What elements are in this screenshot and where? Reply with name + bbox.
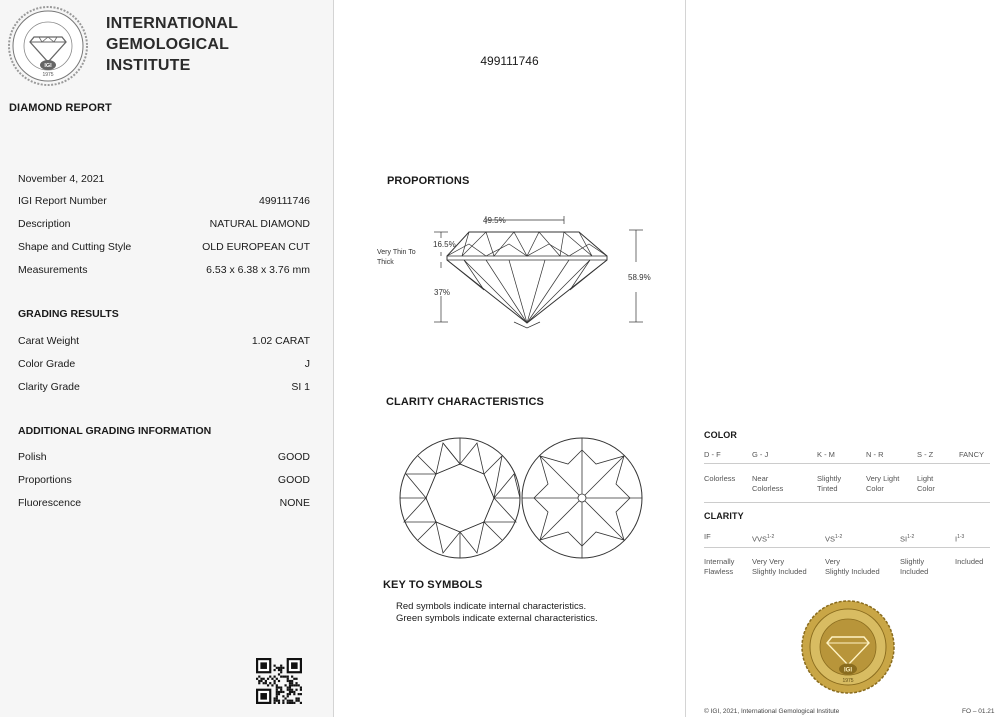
clarity-description-line: Slightly Included — [825, 567, 880, 576]
clarity-grade — [900, 532, 914, 545]
clarity-grade-range: 1-2 — [835, 534, 843, 540]
additional-info-heading: ADDITIONAL GRADING INFORMATION — [18, 425, 212, 437]
report-number-heading: 499111746 — [480, 54, 539, 68]
color-description-line: Very Light — [866, 474, 900, 483]
color-description — [817, 474, 841, 494]
clarity-description-line: Slightly — [900, 557, 925, 566]
clarity-heading: CLARITY CHARACTERISTICS — [386, 396, 544, 408]
clarity-grade — [825, 532, 842, 545]
clarity-grade — [955, 532, 964, 545]
clarity-scale-heading: CLARITY — [704, 511, 744, 521]
clarity-description-line: Internally — [704, 557, 735, 566]
clarity-description-line: Very — [825, 557, 841, 566]
detail-value: 6.53 x 6.38 x 3.76 mm — [206, 264, 310, 276]
color-grade: K - M — [817, 450, 835, 459]
divider — [704, 547, 990, 548]
report-date: November 4, 2021 — [18, 173, 105, 185]
detail-value: NATURAL DIAMOND — [209, 218, 310, 230]
svg-text:1975: 1975 — [42, 72, 54, 78]
color-grade: FANCY — [959, 450, 985, 459]
detail-label: Polish — [18, 451, 47, 463]
detail-row — [18, 474, 310, 486]
color-grade: S - Z — [917, 450, 934, 459]
detail-label: Fluorescence — [18, 497, 82, 509]
color-description — [704, 474, 735, 484]
detail-value: OLD EUROPEAN CUT — [202, 241, 310, 253]
depth-percentage: 58.9% — [628, 273, 651, 282]
detail-value: SI 1 — [291, 381, 310, 393]
clarity-grade-base: SI — [900, 534, 908, 544]
color-grade: N - R — [866, 450, 884, 459]
gold-igi-seal — [800, 599, 896, 695]
report-panel — [0, 0, 333, 717]
detail-row — [18, 195, 310, 207]
detail-label: Measurements — [18, 264, 88, 276]
detail-row — [18, 358, 310, 370]
proportions-diagram — [364, 210, 664, 335]
form-code: FO – 01.21 — [962, 708, 995, 715]
key-red-symbols: Red symbols indicate internal characteristics. — [396, 601, 587, 612]
color-description-line: Slightly — [817, 474, 842, 483]
color-description-line: Color — [866, 484, 884, 493]
girdle-thickness: Very Thin To Thick — [377, 249, 416, 266]
clarity-description — [955, 557, 983, 567]
crown-percentage: 16.5% — [433, 240, 456, 249]
key-green-symbols: Green symbols indicate external characteristics. — [396, 613, 598, 624]
qr-code — [256, 658, 302, 704]
color-grade: G - J — [752, 450, 769, 459]
color-description-line: Near — [752, 474, 769, 483]
color-description-line: Tinted — [817, 484, 838, 493]
clarity-grade-base: I — [955, 534, 958, 544]
detail-label: Color Grade — [18, 358, 76, 370]
clarity-description — [900, 557, 928, 577]
detail-label: Shape and Cutting Style — [18, 241, 132, 253]
divider — [704, 502, 990, 503]
color-description — [917, 474, 935, 494]
color-grade: D - F — [704, 450, 721, 459]
clarity-grade-range: 1-2 — [907, 534, 915, 540]
detail-row — [18, 241, 310, 253]
key-to-symbols-heading: KEY TO SYMBOLS — [383, 579, 483, 591]
diagram-panel — [334, 0, 685, 717]
svg-text:IGI: IGI — [843, 667, 853, 674]
detail-row — [18, 335, 310, 347]
detail-row — [18, 497, 310, 509]
clarity-grade — [752, 532, 774, 545]
color-description — [752, 474, 783, 494]
color-description-line: Color — [917, 484, 935, 493]
detail-row — [18, 264, 310, 276]
svg-text:1975: 1975 — [842, 678, 854, 684]
color-description-line: Colorless — [752, 484, 784, 493]
detail-row — [18, 451, 310, 463]
detail-value: 499111746 — [259, 195, 310, 207]
grading-results-heading: GRADING RESULTS — [18, 308, 119, 320]
clarity-grade-range: 1-3 — [957, 534, 965, 540]
clarity-description-line: Very Very — [752, 557, 785, 566]
clarity-grade — [704, 532, 711, 542]
detail-value: GOOD — [277, 474, 310, 486]
detail-label: Clarity Grade — [18, 381, 80, 393]
pavilion-percentage: 37% — [434, 288, 451, 297]
color-description-line: Light — [917, 474, 934, 483]
pavilion-view-diagram — [520, 436, 644, 560]
clarity-grade-base: VVS — [752, 534, 768, 544]
igi-seal-logo — [7, 5, 89, 87]
report-title: DIAMOND REPORT — [9, 102, 112, 114]
table-percentage: 49.5% — [483, 216, 506, 225]
clarity-description-line: Flawless — [704, 567, 734, 576]
color-scale-heading: COLOR — [704, 430, 737, 440]
copyright-notice: © IGI, 2021, International Gemological Institute — [704, 708, 840, 715]
clarity-description-line: Included — [955, 557, 984, 566]
clarity-grade-base: IF — [704, 532, 711, 541]
color-description — [866, 474, 899, 494]
clarity-grade-base: VS — [825, 534, 836, 544]
detail-value: NONE — [279, 497, 310, 509]
proportions-heading: PROPORTIONS — [387, 175, 470, 187]
detail-label: IGI Report Number — [18, 195, 107, 207]
clarity-description-line: Included — [900, 567, 929, 576]
detail-value: J — [304, 358, 310, 370]
detail-value: 1.02 CARAT — [251, 335, 310, 347]
detail-label: Proportions — [18, 474, 72, 486]
clarity-grade-range: 1-2 — [767, 534, 775, 540]
clarity-description — [704, 557, 734, 577]
divider — [704, 463, 990, 464]
clarity-description — [825, 557, 880, 577]
key-legend — [396, 601, 598, 625]
svg-text:IGI: IGI — [44, 63, 52, 69]
clarity-description — [752, 557, 807, 577]
crown-view-diagram — [398, 436, 522, 560]
detail-label: Carat Weight — [18, 335, 80, 347]
detail-value: GOOD — [277, 451, 310, 463]
clarity-description-line: Slightly Included — [752, 567, 807, 576]
detail-label: Description — [18, 218, 71, 230]
detail-row — [18, 218, 310, 230]
org-name: INTERNATIONAL GEMOLOGICAL INSTITUTE — [106, 15, 239, 74]
color-description-line: Colorless — [704, 474, 736, 483]
detail-row — [18, 381, 310, 393]
